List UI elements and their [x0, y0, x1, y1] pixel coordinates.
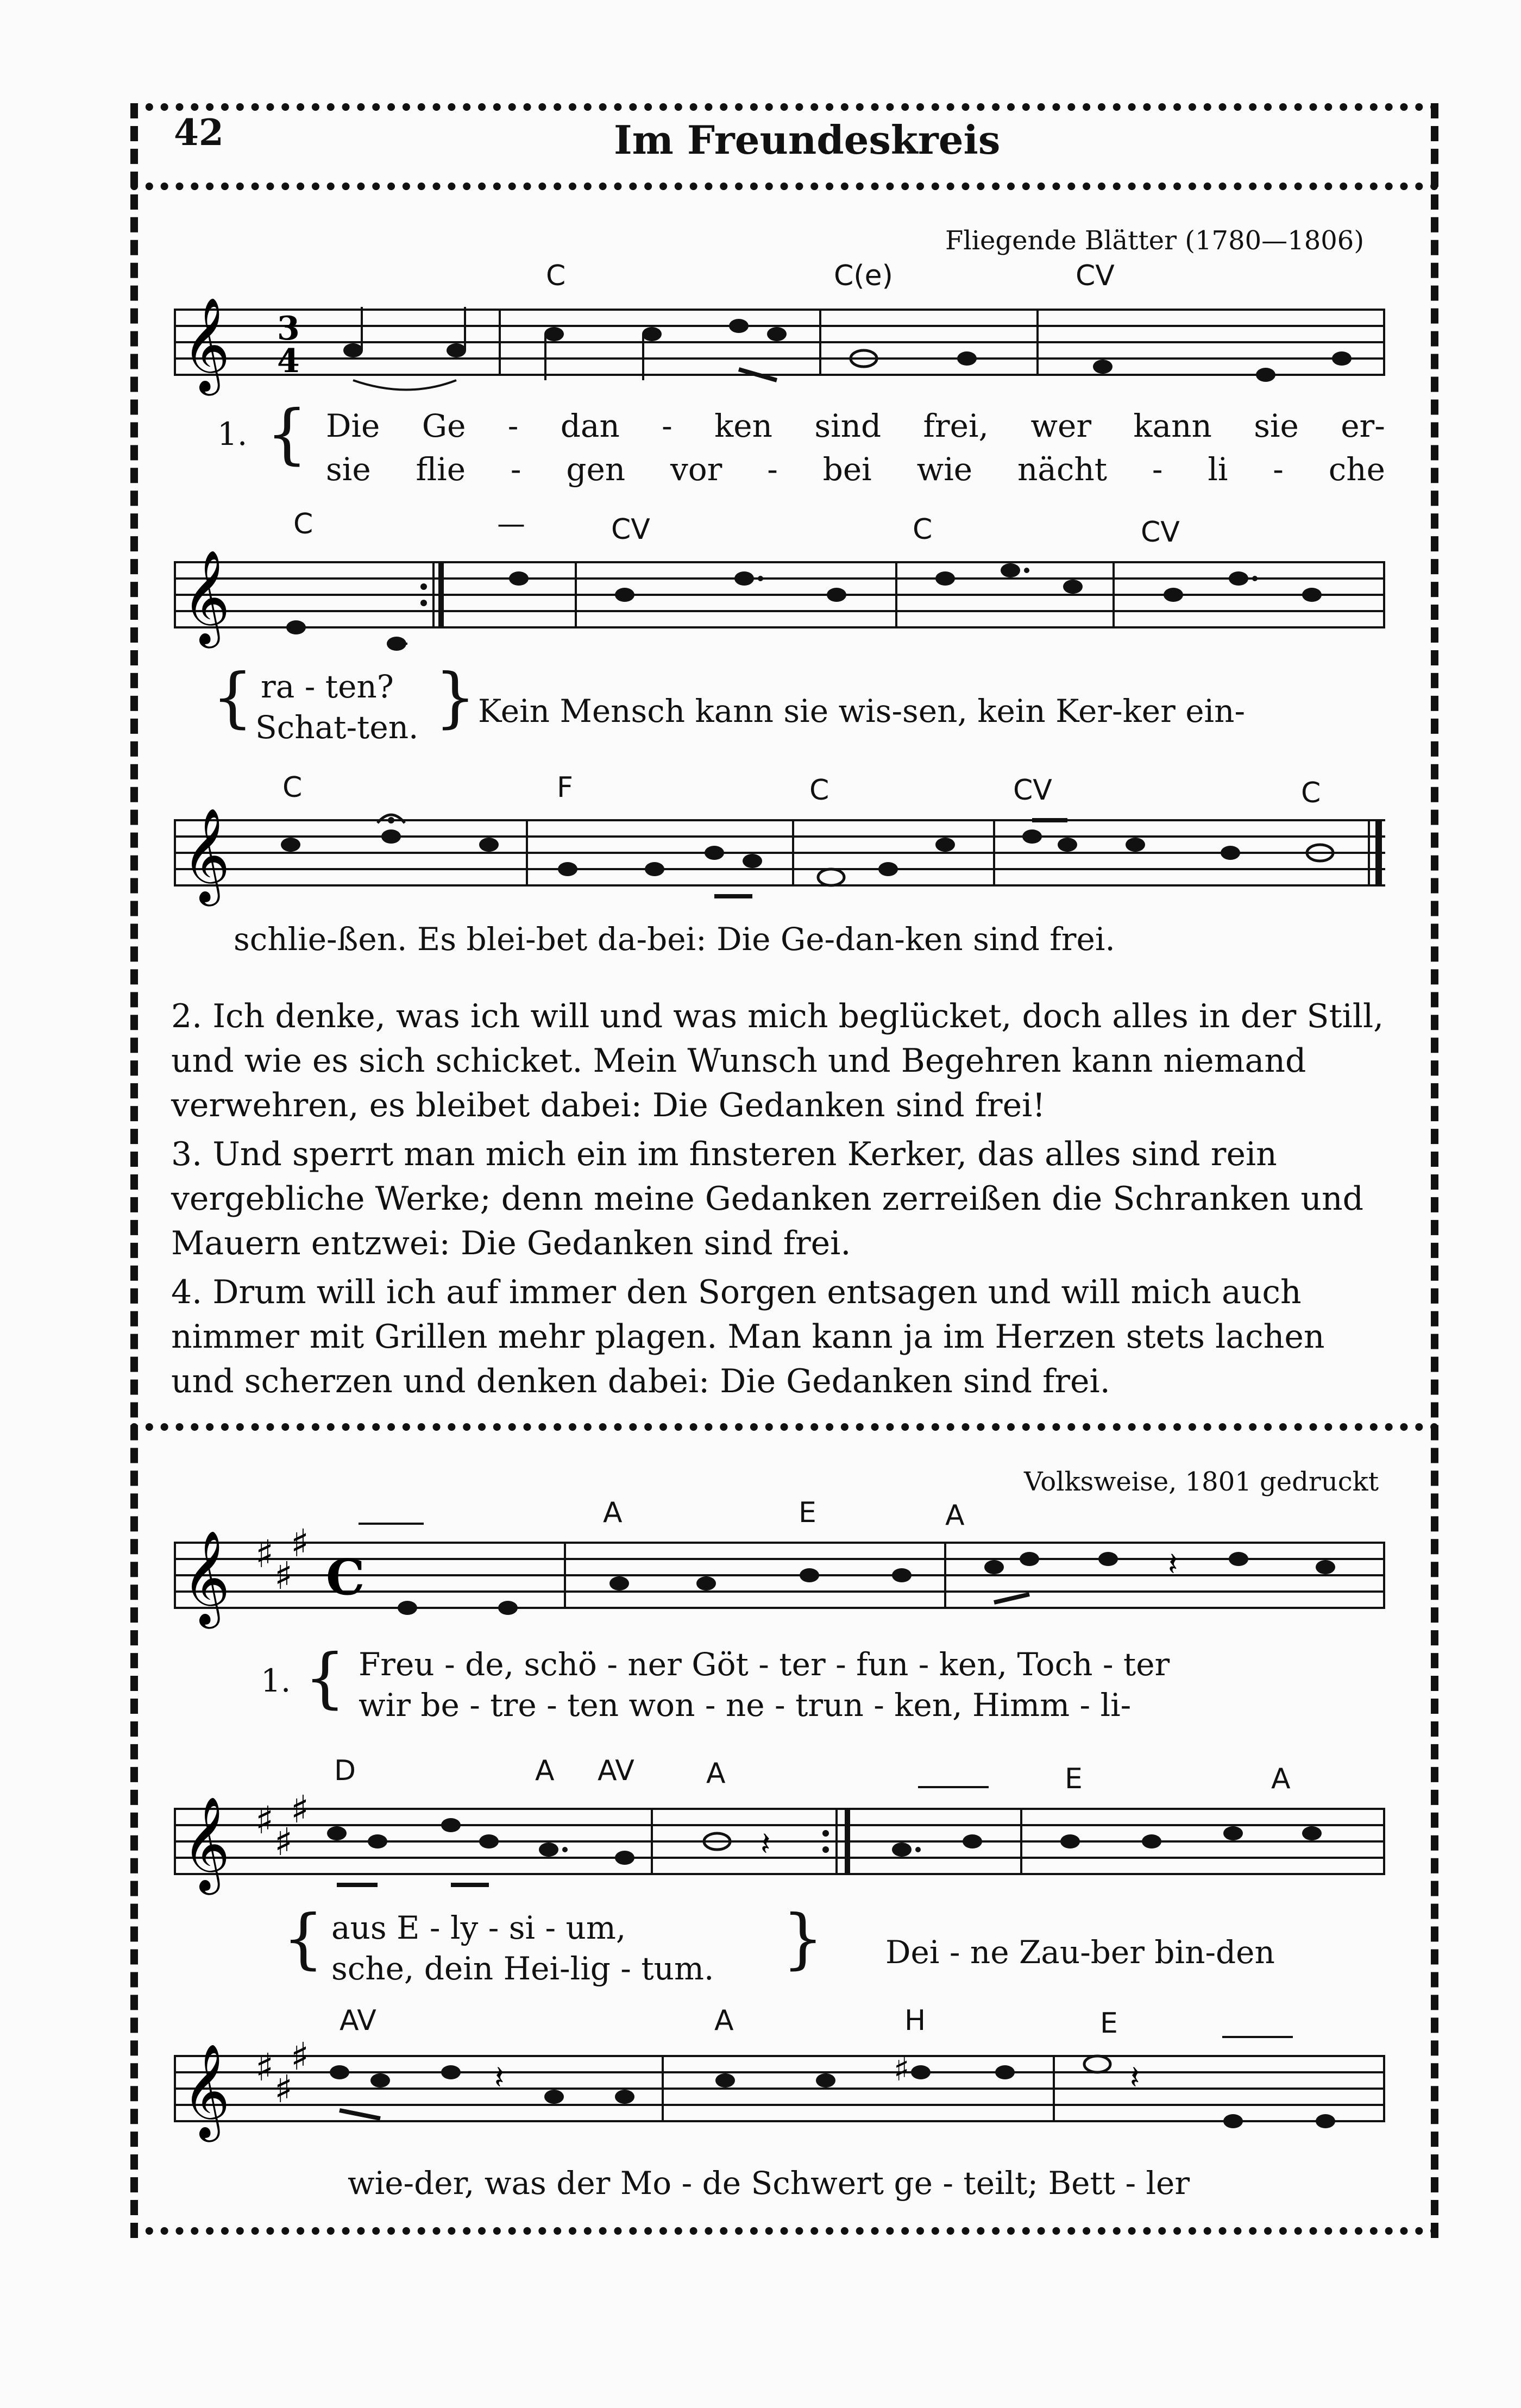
chord: C	[809, 774, 829, 807]
chord: AV	[598, 1755, 634, 1787]
chord: CV	[1013, 774, 1052, 807]
syllable: -	[1273, 451, 1284, 488]
syllable: frei,	[923, 407, 989, 444]
syllable: gen	[566, 451, 626, 488]
chord: E	[1100, 2007, 1118, 2040]
syllable: flie	[416, 451, 466, 488]
chord: E	[1065, 1763, 1083, 1795]
svg-text:♯: ♯	[274, 1554, 293, 1598]
lyric-brace: }	[782, 1901, 824, 1977]
song1-source: Fliegende Blätter (1780—1806)	[945, 225, 1365, 256]
chord: C	[293, 508, 313, 540]
chord: CV	[611, 513, 650, 546]
page-number: 42	[174, 111, 224, 154]
syllable: wie	[916, 451, 973, 488]
svg-text:♯: ♯	[291, 1787, 309, 1832]
staff-song2-line1	[174, 1521, 1391, 1646]
syllable: -	[1152, 451, 1163, 488]
lyric: wie-der, was der Mo - de Schwert ge - teilt; Bett - ler	[348, 2165, 1190, 2202]
syllable: sie	[1254, 407, 1299, 444]
chord: A	[706, 1757, 726, 1790]
syllable: li	[1208, 451, 1228, 488]
svg-text:♯: ♯	[255, 2045, 274, 2090]
syllable: wer	[1030, 407, 1092, 444]
page-title: Im Freundeskreis	[614, 117, 1001, 163]
chord: A	[535, 1755, 555, 1787]
lyrics-song1-s1-line1	[326, 407, 1385, 444]
chord: C(e)	[834, 260, 893, 292]
svg-text:♯: ♯	[255, 1798, 274, 1843]
syllable: kann	[1133, 407, 1212, 444]
syllable: Ge	[422, 407, 466, 444]
lyric: ra - ten?	[261, 668, 394, 705]
syllable: nächt	[1017, 451, 1108, 488]
verse-4: 4. Drum will ich auf immer den Sorgen entsagen und will mich auch nimmer mit Grillen mehr plagen. Man kann ja im Herzen stets lachen und scherzen und denken dabei: Die Gedanken sind frei.	[171, 1273, 1325, 1400]
song2-source: Volksweise, 1801 gedruckt	[1024, 1467, 1379, 1497]
svg-text:𝄽: 𝄽	[761, 1825, 771, 1863]
svg-text:𝄽: 𝄽	[494, 2059, 505, 2097]
chord: A	[945, 1499, 965, 1532]
syllable: dan	[560, 407, 620, 444]
svg-text:𝄞: 𝄞	[182, 550, 230, 644]
syllable: vor	[670, 451, 722, 488]
svg-text:𝄞: 𝄞	[182, 808, 230, 902]
svg-text:C: C	[326, 1549, 365, 1606]
song-divider	[130, 1423, 1438, 1431]
chord: AV	[340, 2004, 376, 2037]
lyric-brace: {	[212, 660, 254, 735]
chord: A	[603, 1497, 623, 1529]
svg-text:𝄽: 𝄽	[1168, 1545, 1178, 1583]
lyric: schlie-ßen. Es blei-bet da-bei: Die Ge-dan-ken sind frei.	[234, 921, 1115, 958]
syllable: er-	[1341, 407, 1385, 444]
lyric-brace: {	[304, 1640, 346, 1716]
lyric: wir be - tre - ten won - ne - trun - ken, Himm - li-	[359, 1687, 1132, 1724]
svg-text:4: 4	[277, 342, 300, 380]
syllable: sie	[326, 451, 371, 488]
syllable: -	[510, 451, 521, 488]
svg-text:♯: ♯	[894, 2051, 910, 2089]
lyric: sche, dein Hei-lig - tum.	[331, 1950, 714, 1987]
staff-song1-line3	[174, 808, 1391, 923]
svg-text:♯: ♯	[291, 2034, 309, 2079]
verse-number: 1.	[261, 1662, 291, 1699]
syllable: -	[662, 407, 672, 444]
svg-text:3: 3	[277, 310, 300, 348]
additional-verses	[171, 994, 1388, 1404]
chord: C	[1301, 777, 1321, 809]
chord: CV	[1076, 260, 1115, 292]
verse-3: 3. Und sperrt man mich ein im finsteren Kerker, das alles sind rein vergebliche Werke; denn meine Gedanken zerreißen die Schranken und Mauern entzwei: Die Gedanken sind frei.	[171, 1135, 1364, 1262]
top-border-rule	[130, 103, 1438, 111]
staff-song1-line2	[174, 550, 1391, 665]
svg-text:𝄞: 𝄞	[182, 297, 230, 392]
chord: E	[799, 1497, 816, 1529]
verse-number: 1.	[217, 416, 248, 452]
staff-song2-line2	[174, 1787, 1391, 1912]
lyrics-song1-s1-line2	[326, 451, 1385, 488]
chord: D	[334, 1755, 356, 1787]
syllable: -	[507, 407, 519, 444]
bottom-border-rule	[130, 2227, 1438, 2235]
chord: A	[1271, 1763, 1291, 1795]
verse-2: 2. Ich denke, was ich will und was mich beglücket, doch alles in der Still, und wie es sich schicket. Mein Wunsch und Begehren kann niemand verwehren, es bleibet dabei: Die Gedanken sind frei!	[171, 997, 1384, 1124]
chord: CV	[1141, 516, 1180, 549]
svg-text:♯: ♯	[255, 1532, 274, 1576]
svg-text:𝄞: 𝄞	[182, 1530, 230, 1625]
chord: F	[557, 771, 573, 804]
chord: A	[714, 2004, 734, 2037]
lyric: aus E - ly - si - um,	[331, 1909, 626, 1946]
staff-song2-line3	[174, 2034, 1391, 2159]
chord: C	[546, 260, 566, 292]
chord: C	[282, 771, 303, 804]
syllable: ken	[714, 407, 772, 444]
lyric: Kein Mensch kann sie wis-sen, kein Ker-ker ein-	[478, 693, 1246, 730]
syllable: -	[767, 451, 778, 488]
lyric: Dei - ne Zau-ber bin-den	[885, 1934, 1275, 1971]
lyric-brace: {	[266, 397, 308, 472]
chord: H	[904, 2004, 926, 2037]
svg-text:♯: ♯	[274, 1820, 293, 1864]
svg-text:♯: ♯	[291, 1521, 309, 1565]
svg-text:𝄞: 𝄞	[182, 2044, 230, 2138]
syllable: bei	[822, 451, 872, 488]
syllable: Die	[326, 407, 380, 444]
lyric: Freu - de, schö - ner Göt - ter - fun - ken, Toch - ter	[359, 1646, 1170, 1683]
chord: —	[497, 508, 525, 540]
chord: C	[913, 513, 933, 546]
svg-text:𝄞: 𝄞	[182, 1796, 230, 1891]
header-divider	[130, 183, 1438, 190]
staff-song1-line1	[174, 297, 1391, 413]
syllable: sind	[814, 407, 882, 444]
lyric: Schat-ten.	[255, 709, 419, 746]
svg-text:𝄽: 𝄽	[1130, 2059, 1140, 2097]
syllable: che	[1328, 451, 1385, 488]
svg-text:♯: ♯	[274, 2067, 293, 2111]
lyric-brace: {	[282, 1901, 324, 1977]
lyric-brace: }	[435, 660, 476, 735]
